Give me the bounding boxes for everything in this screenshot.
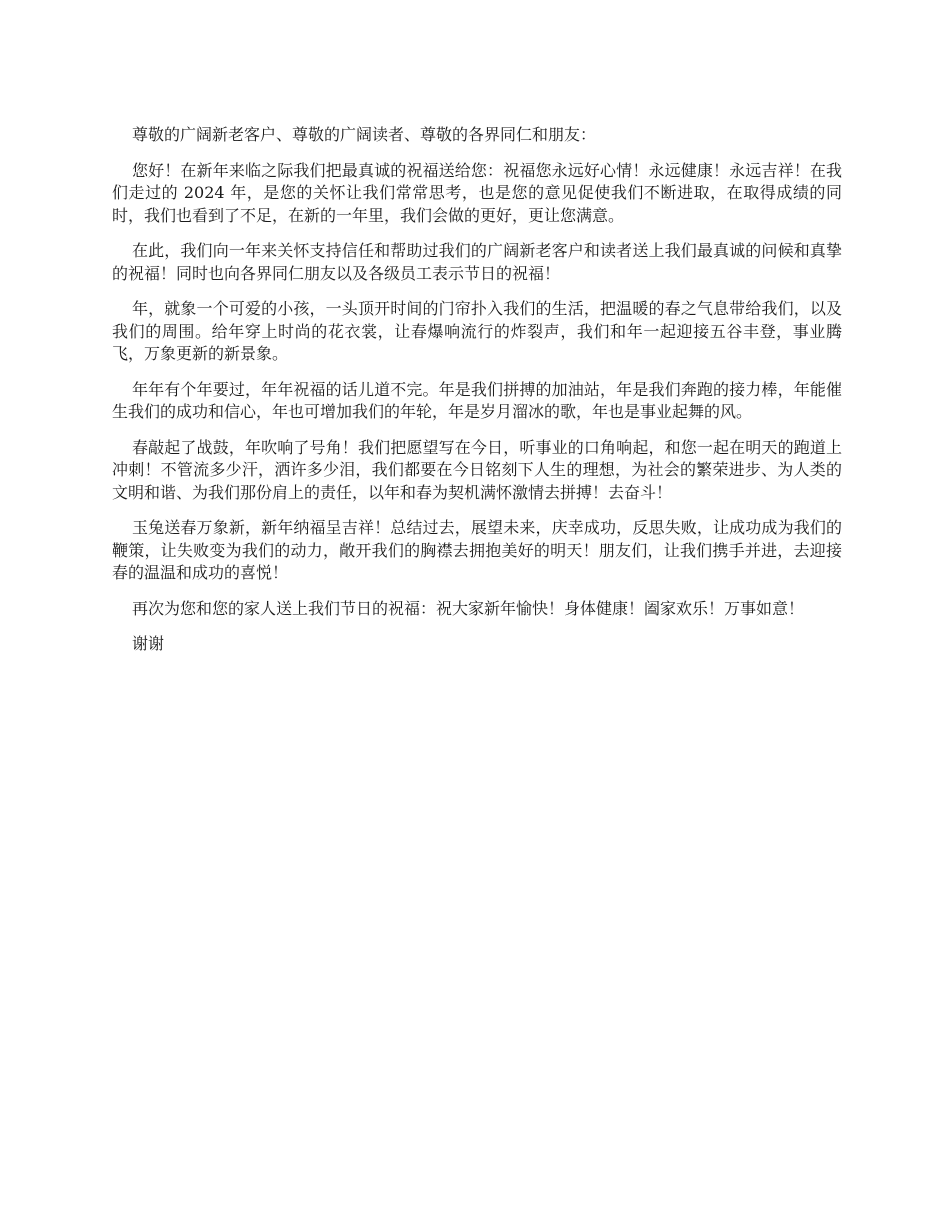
closing-blessing-paragraph: 再次为您和您的家人送上我们节日的祝福：祝大家新年愉快！身体健康！阖家欢乐！万事如意！ [132,598,805,618]
new-year-blessing-paragraph: 年年有个年要过，年年祝福的话儿道不完。年是我们拼搏的加油站，年是我们奔跑的接力棒，年能催生我们的成功和信心，年也可增加我们的年轮，年是岁月溜冰的歌，年也是事业起舞的风。 [112,379,842,421]
new-year-metaphor-paragraph: 年，就象一个可爱的小孩，一头顶开时间的门帘扑入我们的生活，把温暖的春之气息带给我们，以及我们的周围。给年穿上时尚的花衣裳，让春爆响流行的炸裂声，我们和年一起迎接五谷丰登，事业腾飞，万象更新的新景象。 [112,299,842,363]
letter-body [112,124,842,669]
spring-drum-paragraph: 春敲起了战鼓，年吹响了号角！我们把愿望写在今日，听事业的口角响起，和您一起在明天的跑道上冲刺！不管流多少汗，洒许多少泪，我们都要在今日铭刻下人生的理想，为社会的繁荣进步、为人类的文明和谐、为我们那份肩上的责任，以年和春为契机满怀激情去拼搏！去奋斗！ [112,437,842,502]
greeting-paragraph: 您好！在新年来临之际我们把最真诚的祝福送给您：祝福您永远好心情！永远健康！永远吉祥！在我们走过的 2024 年，是您的关怀让我们常常思考，也是您的意见促使我们不断进取，在取得成绩的同时，我们也看到了不足，在新的一年里，我们会做的更好，更让您满意。 [112,160,842,225]
thanks-paragraph: 在此，我们向一年来关怀支持信任和帮助过我们的广阔新老客户和读者送上我们最真诚的问候和真挚的祝福！同时也向各界同仁朋友以及各级员工表示节日的祝福！ [112,241,842,283]
sign-off-paragraph: 谢谢 [132,634,165,653]
salutation-paragraph: 尊敬的广阔新老客户、尊敬的广阔读者、尊敬的各界同仁和朋友： [132,125,597,144]
jade-rabbit-paragraph: 玉兔送春万象新，新年纳福呈吉祥！总结过去，展望未来，庆幸成功，反思失败，让成功成为我们的鞭策，让失败变为我们的动力，敞开我们的胸襟去拥抱美好的明天！朋友们，让我们携手并进，去迎接春的温温和成功的喜悦！ [112,518,842,582]
